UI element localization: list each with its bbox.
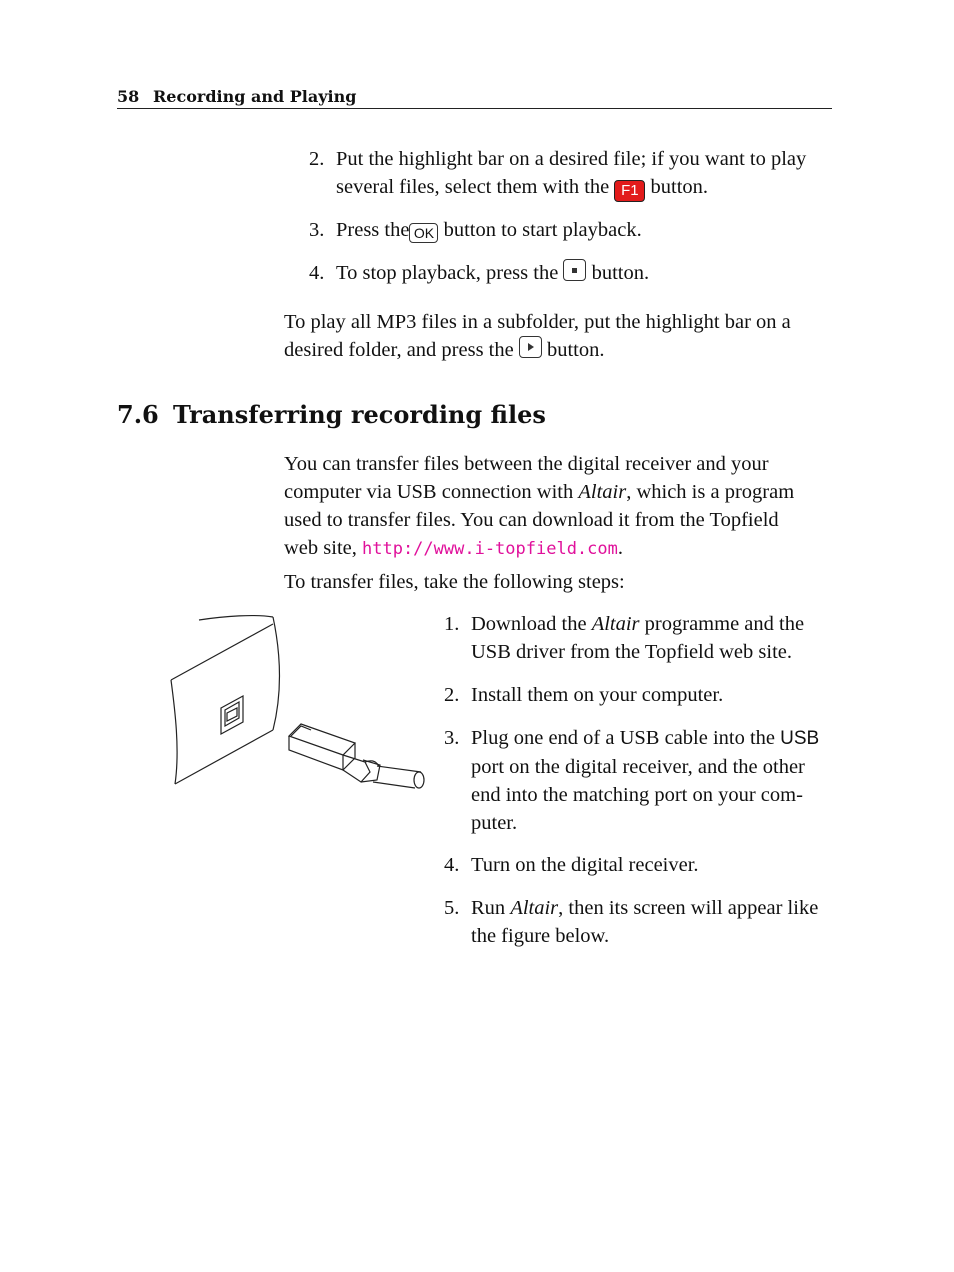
stop-key-icon <box>563 259 586 281</box>
list-item-number: 2. <box>444 684 460 706</box>
program-name: Altair <box>578 481 627 503</box>
line-text: Run <box>471 897 506 919</box>
section-title: Transferring recording files <box>173 400 546 429</box>
line-text: USB driver from the Topfield web site. <box>471 641 793 663</box>
program-name: Altair <box>510 897 559 919</box>
list-item <box>336 216 642 244</box>
list-item-number: 3. <box>444 727 460 749</box>
line-text: computer via USB connection with <box>284 481 574 503</box>
section-heading <box>117 400 546 429</box>
line-text: Plug one end of a USB cable into the <box>471 727 776 749</box>
running-title: Recording and Playing <box>153 87 357 106</box>
list-item-text: Put the highlight bar on a desired file; if you want to play <box>336 148 807 170</box>
paragraph-line: button. <box>546 339 605 361</box>
list-item-number: 4. <box>444 854 460 876</box>
list-item-text: several files, select them with the <box>336 176 610 198</box>
list-item-text: button. <box>591 262 650 284</box>
section-number: 7.6 <box>117 400 159 429</box>
paragraph <box>284 450 832 563</box>
intro-text: To transfer files, take the following steps: <box>284 571 625 593</box>
list-item-number: 2. <box>309 148 325 170</box>
line-text: web site, <box>284 537 357 559</box>
list-item <box>471 610 804 666</box>
paragraph-line: used to transfer files. You can download it from the Topfield <box>284 509 779 531</box>
paragraph-line <box>284 450 832 478</box>
list-item-text: Press the <box>336 219 410 241</box>
page-number: 58 <box>117 87 140 106</box>
list-item-number: 1. <box>444 613 460 635</box>
paragraph <box>284 308 791 364</box>
list-item-text: button. <box>650 176 709 198</box>
list-item <box>471 724 819 837</box>
list-item-number: 5. <box>444 897 460 919</box>
line-text: port on the digital receiver, and the other <box>471 756 805 778</box>
list-item-number: 3. <box>309 219 325 241</box>
paragraph-line: To play all MP3 files in a subfolder, put the highlight bar on a <box>284 311 791 333</box>
line-text: Download the <box>471 613 587 635</box>
paragraph-line: desired folder, and press the <box>284 339 514 361</box>
usb-port-label: USB <box>780 728 820 749</box>
line-text: end into the matching port on your com- <box>471 784 803 806</box>
line-text: puter. <box>471 812 518 834</box>
line-text: You can transfer files between the digital receiver and your <box>284 453 769 475</box>
line-text: , then its screen will appear like <box>558 897 819 919</box>
play-key-icon <box>519 336 542 358</box>
line-text: the figure below. <box>471 925 610 947</box>
running-header <box>117 86 832 109</box>
line-text: programme and the <box>644 613 805 635</box>
usb-cable-illustration <box>165 610 430 790</box>
list-item <box>471 894 818 950</box>
ok-key-icon: OK <box>409 223 438 243</box>
line-text: , which is a program <box>626 481 795 503</box>
program-name: Altair <box>591 613 640 635</box>
list-item-text: button to start playback. <box>443 219 642 241</box>
website-link[interactable]: http://www.i-topfield.com <box>362 539 618 559</box>
list-item: Turn on the digital receiver. <box>471 854 699 876</box>
list-item-text: To stop playback, press the <box>336 262 559 284</box>
line-text: . <box>617 537 623 559</box>
list-item: Install them on your computer. <box>471 684 724 706</box>
list-item <box>336 259 649 287</box>
list-item <box>336 145 806 202</box>
f1-key-icon: F1 <box>614 180 645 202</box>
list-item-number: 4. <box>309 262 325 284</box>
